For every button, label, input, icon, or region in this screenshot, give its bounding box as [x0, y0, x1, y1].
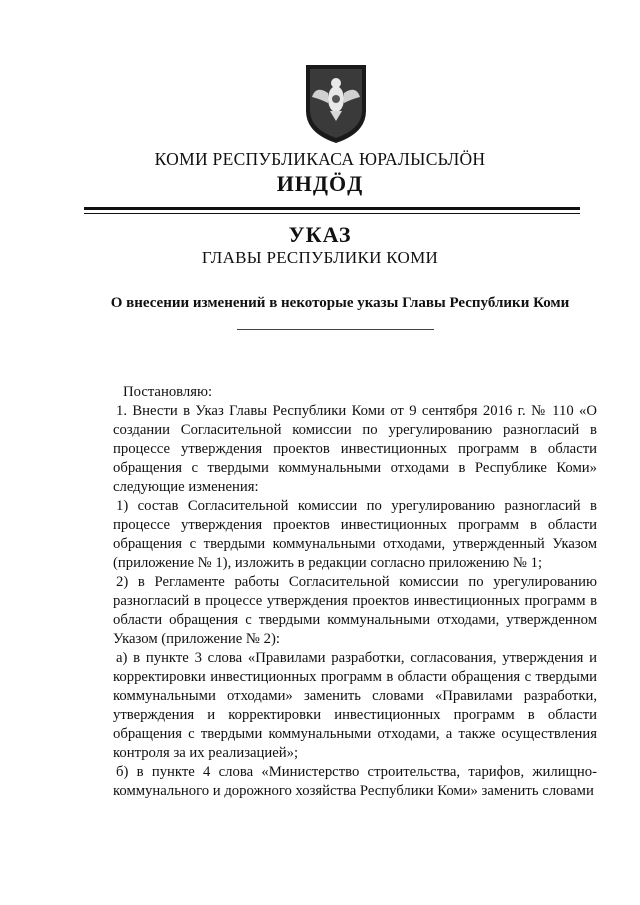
komi-coat-of-arms-icon: [296, 63, 376, 145]
body-paragraph-1-1: 1) состав Согласительной комиссии по урегулированию разногласий в процессе утверждения проектов инвестиционных программ в области обращения с твердыми коммунальными отходами, утвержденный Указом (приложение № 1), изложить в редакции согласно приложению № 1;: [113, 498, 597, 571]
body-paragraph-a: а) в пункте 3 слова «Правилами разработки, согласования, утверждения и корректировки инвестиционных программ в области обращения с твердыми коммунальными отходами» заменить словами «Правилами разработки, утверждения и корректировки инвестиционных программ в области обращения с твердыми коммунальными отходами, а также осуществления контроля за их реализацией»;: [113, 650, 597, 761]
body-paragraph-postanovlyayu: Постановляю:: [123, 384, 213, 400]
body-paragraph-b: б) в пункте 4 слова «Министерство строительства, тарифов, жилищно-коммунального и дорожного хозяйства Республики Коми» заменить словами: [113, 764, 597, 799]
document-type-title: УКАЗ: [288, 222, 352, 247]
header-line-indod: ИНДӦД: [276, 171, 364, 196]
document-issuer: ГЛАВЫ РЕСПУБЛИКИ КОМИ: [201, 248, 439, 267]
header-rule-thick: [84, 207, 580, 210]
header-rule-thin: [84, 213, 580, 214]
document-body: [113, 383, 597, 801]
header-line-komi: КОМИ РЕСПУБЛИКАСА ЮРАЛЫСЬЛӦН: [154, 149, 486, 169]
body-paragraph-1: 1. Внести в Указ Главы Республики Коми от 9 сентября 2016 г. № 110 «О создании Согласительной комиссии по урегулированию разногласий в процессе утверждения проектов инвестиционных программ в области обращения с твердыми коммунальными отходами в Республике Коми» следующие изменения:: [113, 403, 597, 495]
document-subject: О внесении изменений в некоторые указы Главы Республики Коми: [110, 295, 570, 311]
body-paragraph-1-2: 2) в Регламенте работы Согласительной комиссии по урегулированию разногласий в процессе утверждения проектов инвестиционных программ в области обращения с твердыми коммунальными отходами, утвержденном Указом (приложение № 2):: [113, 574, 597, 647]
subject-underline: [237, 329, 434, 330]
